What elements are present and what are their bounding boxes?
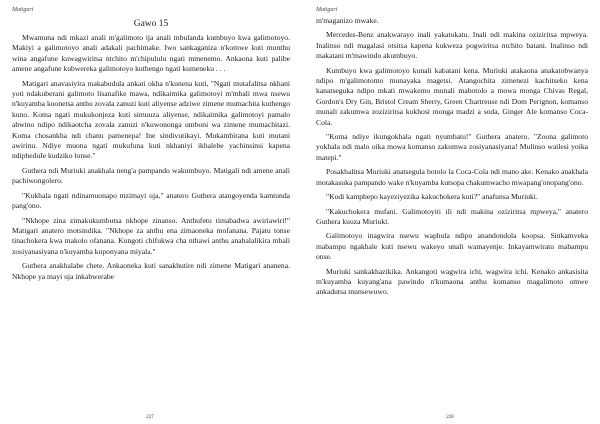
paragraph: "Koma ndiye ikungokhala ngati nyumbatu!" Guthera anatero. "Zoona galimoto yokhala ndi malo oika mowa komanso zakumwa zosiyanasiyana! Mulinso wailesi yoika matepi."	[316, 132, 588, 162]
body-text	[12, 33, 290, 282]
chapter-title: Gawo 15	[133, 19, 169, 29]
paragraph: "Kukhala ngati ndinamuonapo mzimayi uja," anatero Guthera atangoyenda kamtunda pang'ono.	[12, 190, 290, 211]
paragraph: m'maganizo mwake.	[316, 16, 379, 25]
paragraph: Guthera anakhalabe chete. Ankaoneka kuti sanakhutire ndi zimene Matigari ananena. Nkhope ya mayi uja inkabwerabe	[12, 261, 290, 281]
paragraph: "Nkhope zina zimakukumbutsa nkhope zinanso. Anthufetu timabadwa awiriawiri!" Matigari anatero motsindika. "Nkhope za anthu ena zimaoneka mofanana. Pajatu tonse tinachokera kwa makolo ofanana. Kungoti chifukwa cha nthawi anthu anabalalikira mbali zosiyanasiyana n'kuyamba kuponyana miyala."	[12, 215, 290, 256]
paragraph: Mwamuna ndi mkazi anali m'galimoto ija anali mbulanda kumbuyo kwa galimotoyo. Makiyi a galimotoyo anali adakali pachimake. Iwo sankaganiza n'komwe kuti munthu wina angafune kuwagwiritsa ntchito m'chipululu ngati mmenemo. Ankaona kuti palibe amene angafune kubwereka galimotoyo kuthengo ngati kumeneku . . .	[12, 33, 290, 74]
paragraph: Muriuki sankakhazikika. Ankangoti wagwira ichi, wagwira ichi. Kenako ankasisita m'kuyamba kuyang'ana pawindo n'kumaona anthu komanso magalimoto omwe ankadutsa munsewuwo.	[316, 266, 588, 297]
paragraph: Guthera ndi Muriuki anakhala neng'a pampando wakumbuyo. Matigali ndi amene anali pachiwongolero.	[12, 165, 290, 186]
running-head: Matigari	[316, 7, 338, 13]
right-page	[300, 0, 600, 424]
paragraph: Posakhalitsa Muriuki anatsegula botolo la Coca-Cola ndi mano ake. Kenako anakhala motakasuka pampando wake n'kuyamba kutsopa chakumwacho mwapang'onopang'ono.	[316, 167, 588, 187]
body-text	[316, 16, 588, 298]
paragraph: Galimotoyo inagwira nsewu waphula ndipo anandondola koopsa. Sinkamveka mabampu ngakhale kuti nsewu wakeyo unali wamayenje. Inkayamwiratu mabampu onse.	[316, 231, 588, 262]
paragraph: "Kodi kamphepo kayeziyezika kakuchokera kuti?" anafunsa Muriuki.	[326, 192, 538, 202]
paragraph: Matigari anavasiyira makabudula ankati okha n'kunena kuti, "Ngati mutafalitsa nkhani yoti ndakuberani galimoto lisanafike mawa, ndikaimika galimotoyi m'mbali mwa nsewu n'kuyamba kuonetsa anthu zovala zanuzi kuti aliyense adziwe zimene mumachita kuthengo kuno. Koma ngati mukukonjeza kuti simuuza aliyense, ndikaimika galimotoyi pamalo abwino ndipo ndikaotcha zovala zanuzi n'kuwononga umboni wa zimene mumachitazi. Koma chosankha ndi chanu pamenepa! Ine sindivutikayi. Mukambirana kuti mutani awirinu. Ndiye muona ngati mukufuna kuti nkhaniyi ikhalebe yachinsinsi kapena ndipheduIe kudziko lonse."	[12, 78, 290, 161]
page-number: 228	[446, 415, 454, 420]
paragraph: Mercedes-Benz anakwarayo inali yakatukatu. Inali ndi makina oziziritsa mpweya. Inalinso ndi magalasi otsitsa kapena kukweza pogwiritsa ntchito batani. Inalinso ndi makatani m'mawindo akumbuyo.	[316, 30, 588, 61]
page-number: 227	[146, 415, 154, 420]
running-head: Matigari	[12, 7, 34, 13]
paragraph: "Kakuchokera mufani. Galimotoyiti ili ndi makina oziziritsa mpweya," anatero Guthera kuuza Muriuki.	[316, 206, 588, 226]
paragraph: Kumbuyo kwa galimotoyo kunali kabatani kena. Muriuki atakaona anakatobwanya ndipo m'galimotomo munayaka magetsi. Atangochita zimenezi kachitseko kena kanatseguka ndipo mkati mwakemo munali mabotolo a mowa monga Chivas Regal, Gordon's Dry Gin, Bristol Cream Sherry, Green Chartreuse ndi Dom Perignon, komanso munali zakumwa zoziziritsa kukhosi monga madzi a soda, Ginger Ale komanso Coca-Cola.	[316, 65, 588, 127]
